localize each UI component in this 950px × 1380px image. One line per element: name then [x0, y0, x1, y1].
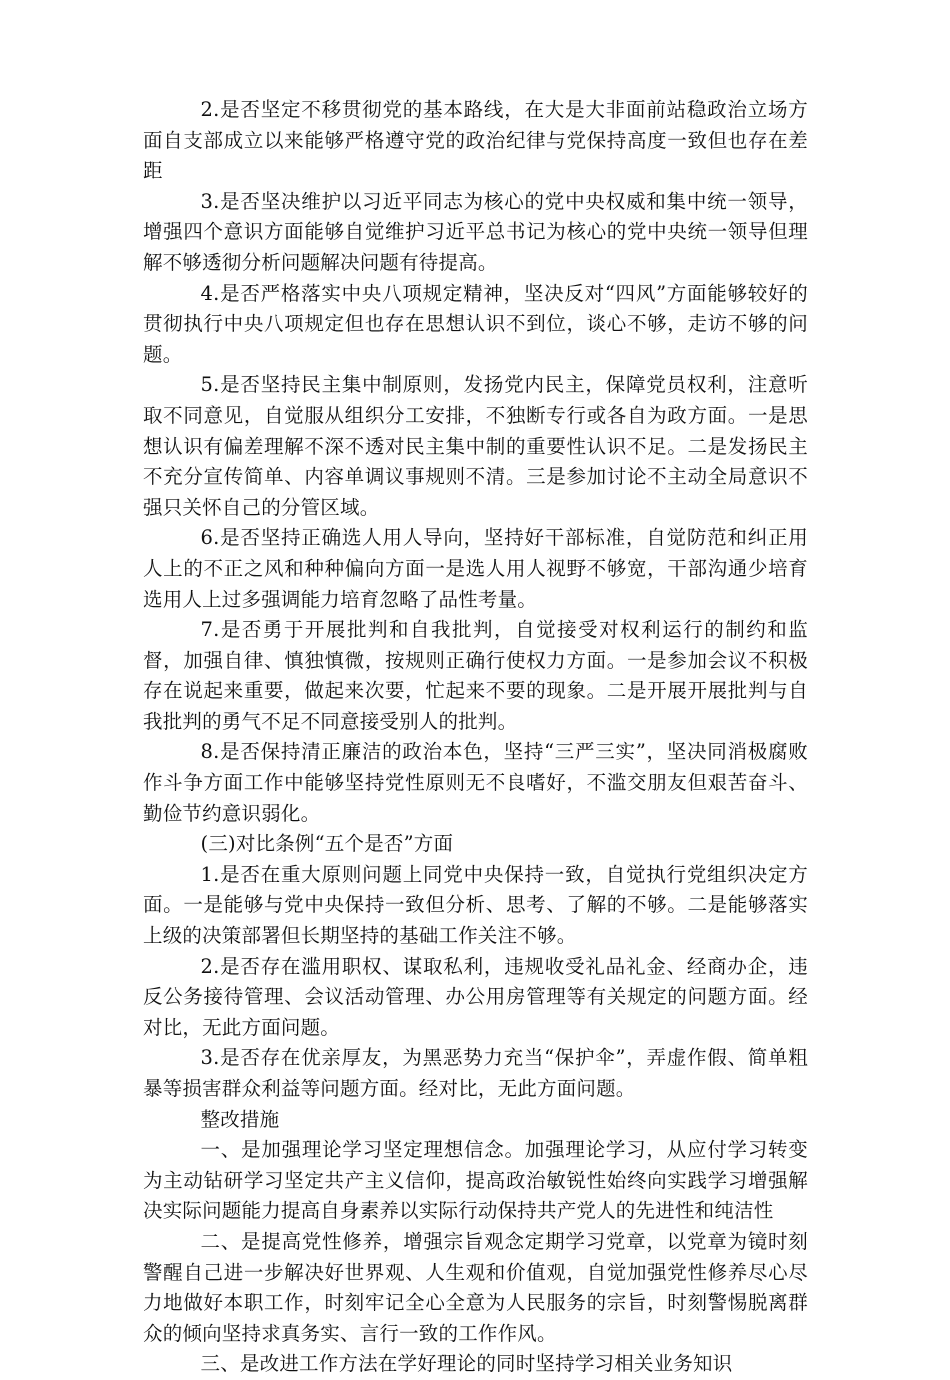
paragraph-item-2-basic-line: 2.是否坚定不移贯彻党的基本路线，在大是大非面前站稳政治立场方面自支部成立以来能够严格遵守党的政治纪律与党保持高度一致但也存在差距 — [143, 98, 808, 183]
paragraph-item-8-integrity: 8.是否保持清正廉洁的政治本色，坚持“三严三实”，坚决同消极腐败作斗争方面工作中能够坚持党性原则无不良嗜好，不滥交朋友但艰苦奋斗、勤俭节约意识弱化。 — [143, 740, 808, 825]
section-heading-rectification: 整改措施 — [200, 1107, 280, 1131]
paragraph-item-7-criticism: 7.是否勇于开展批判和自我批判，自觉接受对权利运行的制约和监督，加强自律、慎独慎微，按规则正确行使权力方面。一是参加会议不积极存在说起来重要，做起来次要，忙起来不要的现象。二是开展开展批判与自我批判的勇气不足不同意接受别人的批判。 — [143, 618, 808, 733]
paragraph-measure-1: 一、是加强理论学习坚定理想信念。加强理论学习，从应付学习转变为主动钻研学习坚定共产主义信仰，提高政治敏锐性始终向实践学习增强解决实际问题能力提高自身素养以实际行动保持共产党人的先进性和纯洁性 — [143, 1138, 808, 1223]
paragraph-item-6-personnel-selection: 6.是否坚持正确选人用人导向，坚持好干部标准，自觉防范和纠正用人上的不正之风和种种偏向方面一是选人用人视野不够宽，干部沟通少培育选用人上过多强调能力培育忽略了品性考量。 — [143, 526, 808, 611]
paragraph-compare-1: 1.是否在重大原则问题上同党中央保持一致，自觉执行党组织决定方面。一是能够与党中央保持一致但分析、思考、了解的不够。二是能够落实上级的决策部署但长期坚持的基础工作关注不够。 — [143, 862, 808, 948]
paragraph-item-5-democratic-centralism: 5.是否坚持民主集中制原则，发扬党内民主，保障党员权利，注意听取不同意见，自觉服从组织分工安排，不独断专行或各自为政方面。一是思想认识有偏差理解不深不透对民主集中制的重要性认识不足。二是发扬民主不充分宣传简单、内容单调议事规则不清。三是参加讨论不主动全局意识不强只关怀自己的分管区域。 — [143, 373, 808, 519]
paragraph-item-4-eight-rules: 4.是否严格落实中央八项规定精神，坚决反对“四风”方面能够较好的贯彻执行中央八项规定但也存在思想认识不到位，谈心不够，走访不够的问题。 — [143, 281, 808, 366]
section-heading-five-whethers: (三)对比条例“五个是否”方面 — [200, 832, 454, 856]
paragraph-measure-2: 二、是提高党性修养，增强宗旨观念定期学习党章，以党章为镜时刻警醒自己进一步解决好世界观、人生观和价值观，自觉加强党性修养尽心尽力地做好本职工作，时刻牢记全心全意为人民服务的宗旨，时刻警惕脱离群众的倾向坚持求真务实、言行一致的工作作风。 — [143, 1229, 808, 1345]
paragraph-compare-3: 3.是否存在优亲厚友，为黑恶势力充当“保护伞”，弄虚作假、简单粗暴等损害群众利益等问题方面。经对比，无此方面问题。 — [143, 1046, 808, 1100]
document-body — [143, 95, 808, 1380]
paragraph-measure-3: 三、是改进工作方法在学好理论的同时坚持学习相关业务知识 — [200, 1352, 733, 1376]
paragraph-item-3-central-authority: 3.是否坚决维护以习近平同志为核心的党中央权威和集中统一领导，增强四个意识方面能够自觉维护习近平总书记为核心的党中央统一领导但理解不够透彻分析问题解决问题有待提高。 — [143, 189, 808, 274]
paragraph-compare-2: 2.是否存在滥用职权、谋取私利，违规收受礼品礼金、经商办企，违反公务接待管理、会议活动管理、办公用房管理等有关规定的问题方面。经对比，无此方面问题。 — [143, 954, 808, 1039]
